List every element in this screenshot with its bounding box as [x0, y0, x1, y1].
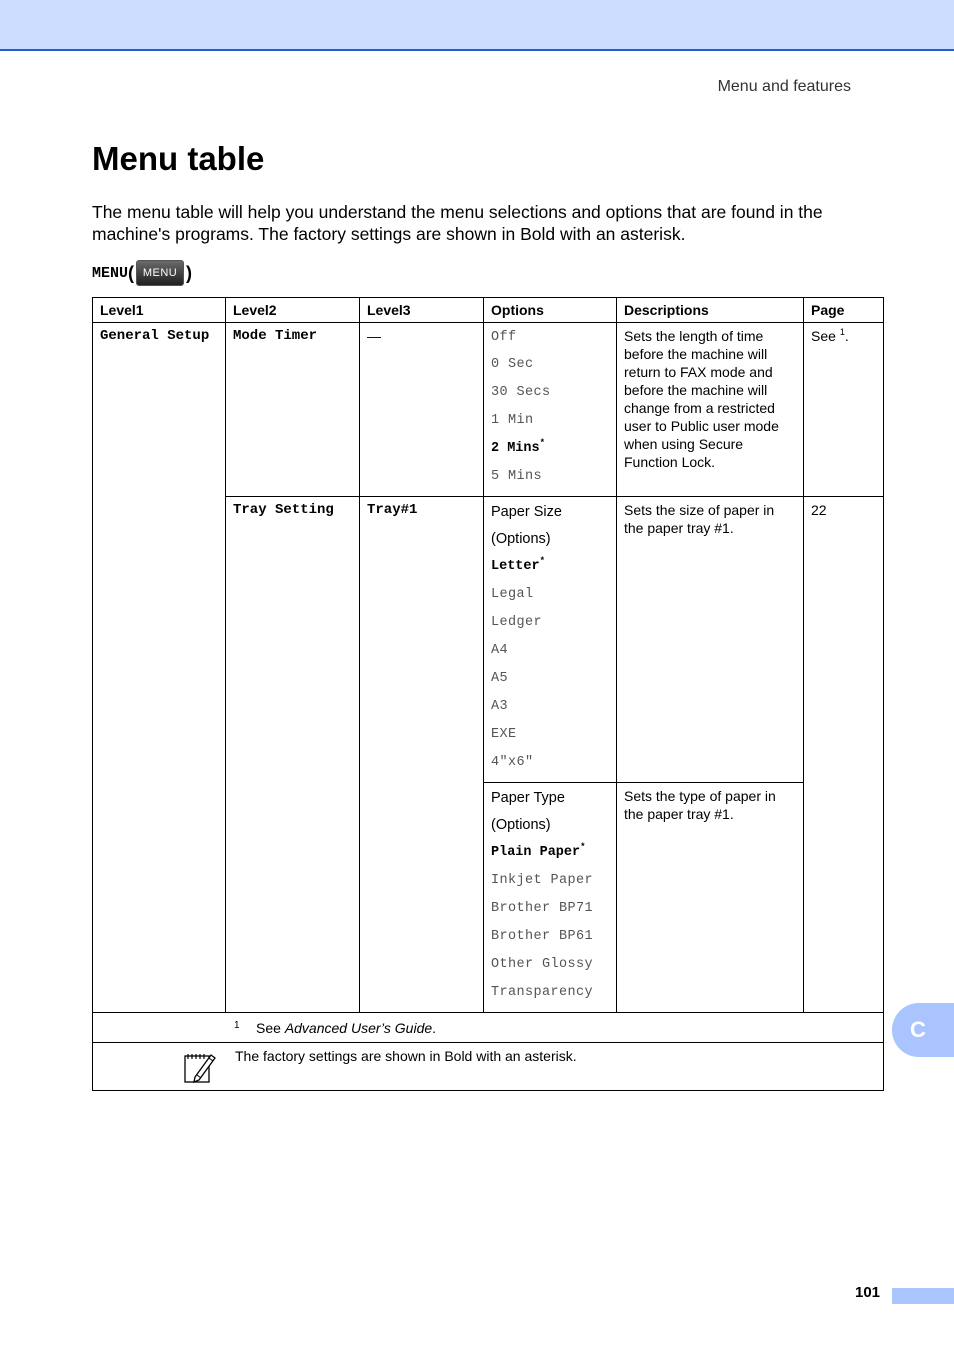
footnote-ref: 1: [839, 327, 845, 337]
note-row: [93, 1043, 884, 1091]
option-item: 4"x6": [491, 755, 534, 770]
option-item: A3: [491, 699, 509, 714]
cell-description: Sets the length of time before the machine will return to FAX mode and before the machine will change from a restricted user to Public user mode when using Secure Function Lock.: [617, 323, 804, 497]
option-item: Off: [491, 330, 517, 345]
page-number: 101: [855, 1284, 881, 1301]
page-see-suffix: .: [844, 328, 849, 344]
option-item-default: [491, 435, 609, 463]
header-options: Options: [484, 298, 617, 323]
header-level3: Level3: [360, 298, 484, 323]
option-item: Other Glossy: [491, 957, 594, 972]
pencil-note-icon: [182, 1049, 218, 1085]
cell-options: [484, 497, 617, 783]
page-number-band: [892, 1288, 954, 1304]
option-subtitle: (Options): [491, 817, 551, 833]
header-descriptions: Descriptions: [617, 298, 804, 323]
note-wrap: [100, 1047, 876, 1085]
note-cell: [93, 1043, 884, 1091]
table-row: [93, 323, 884, 497]
header-page: Page: [804, 298, 884, 323]
option-default-text: Plain Paper: [491, 845, 581, 860]
table-header-row: [93, 298, 884, 323]
footnote-prefix: See: [256, 1020, 285, 1036]
option-item: 5 Mins: [491, 469, 543, 484]
menu-open-paren: (: [128, 262, 135, 283]
cell-page: 22: [804, 497, 884, 1013]
option-item: Brother BP71: [491, 901, 594, 916]
note-text: The factory settings are shown in Bold with an asterisk.: [235, 1048, 577, 1064]
option-item: Legal: [491, 587, 534, 602]
option-item: 1 Min: [491, 413, 534, 428]
page-title: Menu table: [92, 140, 265, 177]
cell-description: Sets the size of paper in the paper tray #1.: [617, 497, 804, 783]
option-item: Ledger: [491, 615, 543, 630]
option-item-default: [491, 839, 609, 867]
footnote-suffix: .: [432, 1020, 437, 1036]
cell-page: [804, 323, 884, 497]
cell-level2: Tray Setting: [226, 497, 360, 1013]
option-item: A5: [491, 671, 509, 686]
header-level1: Level1: [93, 298, 226, 323]
footnote-guide-title: Advanced User’s Guide: [284, 1020, 433, 1036]
cell-level2: Mode Timer: [226, 323, 360, 497]
cell-level1: General Setup: [93, 323, 226, 1013]
option-item: A4: [491, 643, 509, 658]
option-default-text: Letter: [491, 559, 540, 574]
cell-level3: —: [360, 323, 484, 497]
option-item: 0 Sec: [491, 357, 534, 372]
cell-description: Sets the type of paper in the paper tray #1.: [617, 783, 804, 1013]
asterisk: *: [539, 438, 546, 448]
option-item: EXE: [491, 727, 517, 742]
option-item: Brother BP61: [491, 929, 594, 944]
menu-table: [92, 297, 884, 1091]
option-title: Paper Type: [491, 790, 565, 806]
option-item: Transparency: [491, 985, 594, 1000]
footnote-cell: [93, 1013, 884, 1043]
menu-path-label: MENU: [92, 264, 129, 282]
top-band: [0, 0, 954, 51]
option-default-text: 2 Mins: [491, 441, 540, 456]
menu-close-paren: ): [186, 262, 193, 283]
menu-key-icon: MENU: [136, 260, 184, 286]
footnote-number: 1: [234, 1020, 240, 1031]
asterisk: *: [580, 842, 586, 852]
header-level2: Level2: [226, 298, 360, 323]
option-subtitle: (Options): [491, 531, 551, 547]
cell-level3: Tray#1: [360, 497, 484, 1013]
option-title: Paper Size: [491, 504, 562, 520]
asterisk: *: [539, 556, 546, 566]
cell-options: [484, 323, 617, 497]
chapter-tab: C: [892, 1003, 954, 1057]
option-item: 30 Secs: [491, 385, 551, 400]
running-header: Menu and features: [717, 78, 851, 95]
cell-options: [484, 783, 617, 1013]
menu-path: [92, 259, 192, 287]
intro-paragraph: The menu table will help you understand the menu selections and options that are found in the machine's programs. The factory settings are shown in Bold with an asterisk.: [92, 202, 823, 244]
footnote-row: [93, 1013, 884, 1043]
option-item-default: [491, 553, 609, 581]
page-see-text: See: [811, 328, 836, 344]
option-item: Inkjet Paper: [491, 873, 594, 888]
